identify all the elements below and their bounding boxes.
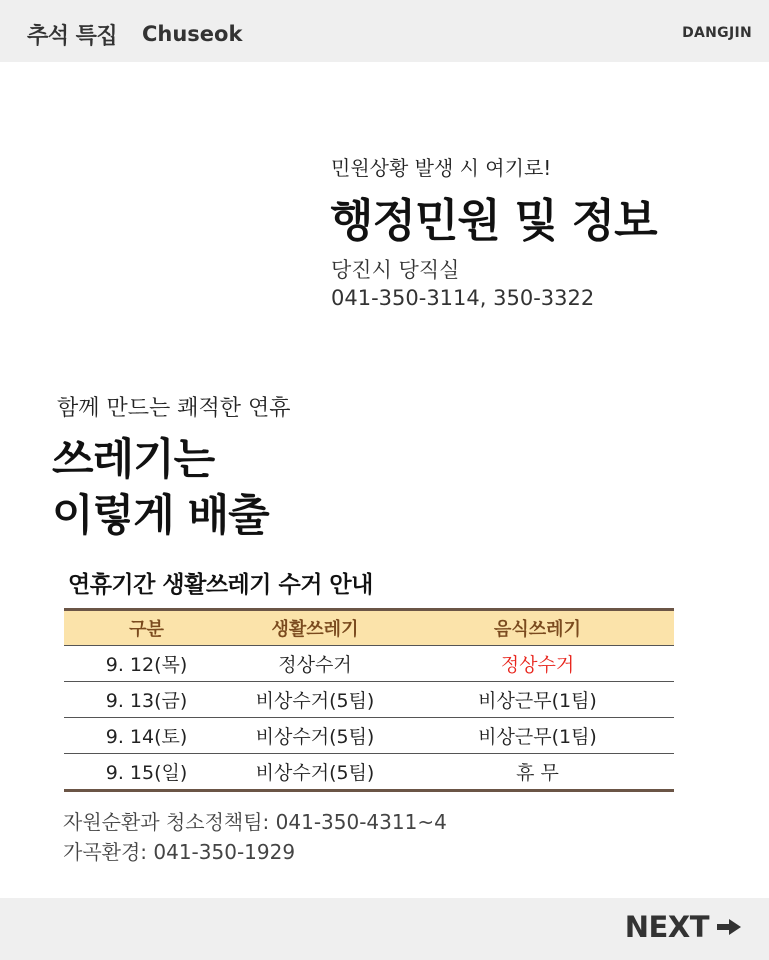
table-row	[64, 754, 674, 791]
column-header-household-waste: 생활쓰레기	[229, 610, 401, 646]
table-cell-food: 비상근무(1팀)	[401, 682, 674, 718]
contact-line-gagok: 가곡환경: 041-350-1929	[63, 840, 296, 864]
table-cell-food: 비상근무(1팀)	[401, 718, 674, 754]
table-cell-household: 비상수거(5팀)	[229, 682, 401, 718]
arrow-right-icon	[717, 918, 741, 936]
table-cell-date: 9. 14(토)	[64, 718, 229, 754]
table-cell-household: 정상수거	[229, 646, 401, 682]
contact-line-recycling-team: 자원순환과 청소정책팀: 041-350-4311~4	[63, 810, 447, 834]
next-button[interactable]	[625, 910, 741, 944]
table-row	[64, 682, 674, 718]
table-cell-date: 9. 13(금)	[64, 682, 229, 718]
header-title-english: Chuseok	[142, 22, 243, 46]
waste-title-line1: 쓰레기는	[52, 435, 215, 485]
info-phones: 041-350-3114, 350-3322	[331, 286, 595, 310]
table-cell-date: 9. 12(목)	[64, 646, 229, 682]
column-header-food-waste: 음식쓰레기	[401, 610, 674, 646]
table-header-row	[64, 610, 674, 646]
info-office: 당진시 당직실	[331, 258, 460, 282]
table-cell-food: 휴 무	[401, 754, 674, 791]
collection-schedule-table	[64, 608, 674, 792]
info-title: 행정민원 및 정보	[330, 194, 657, 247]
brand-label: DANGJIN	[682, 25, 752, 41]
table-row	[64, 718, 674, 754]
schedule-table-caption: 연휴기간 생활쓰레기 수거 안내	[68, 572, 373, 598]
next-label: NEXT	[624, 910, 709, 944]
table-cell-date: 9. 15(일)	[64, 754, 229, 791]
table-cell-food: 정상수거	[401, 646, 674, 682]
column-header-category: 구분	[64, 610, 229, 646]
waste-title-line2: 이렇게 배출	[52, 491, 269, 541]
table-cell-household: 비상수거(5팀)	[229, 718, 401, 754]
waste-subtitle: 함께 만드는 쾌적한 연휴	[57, 396, 291, 421]
table-cell-household: 비상수거(5팀)	[229, 754, 401, 791]
top-header-bar	[0, 0, 769, 62]
header-title-korean: 추석 특집	[27, 24, 118, 49]
bottom-footer-bar	[0, 898, 769, 960]
table-row	[64, 646, 674, 682]
info-subtitle: 민원상황 발생 시 여기로!	[331, 156, 552, 180]
